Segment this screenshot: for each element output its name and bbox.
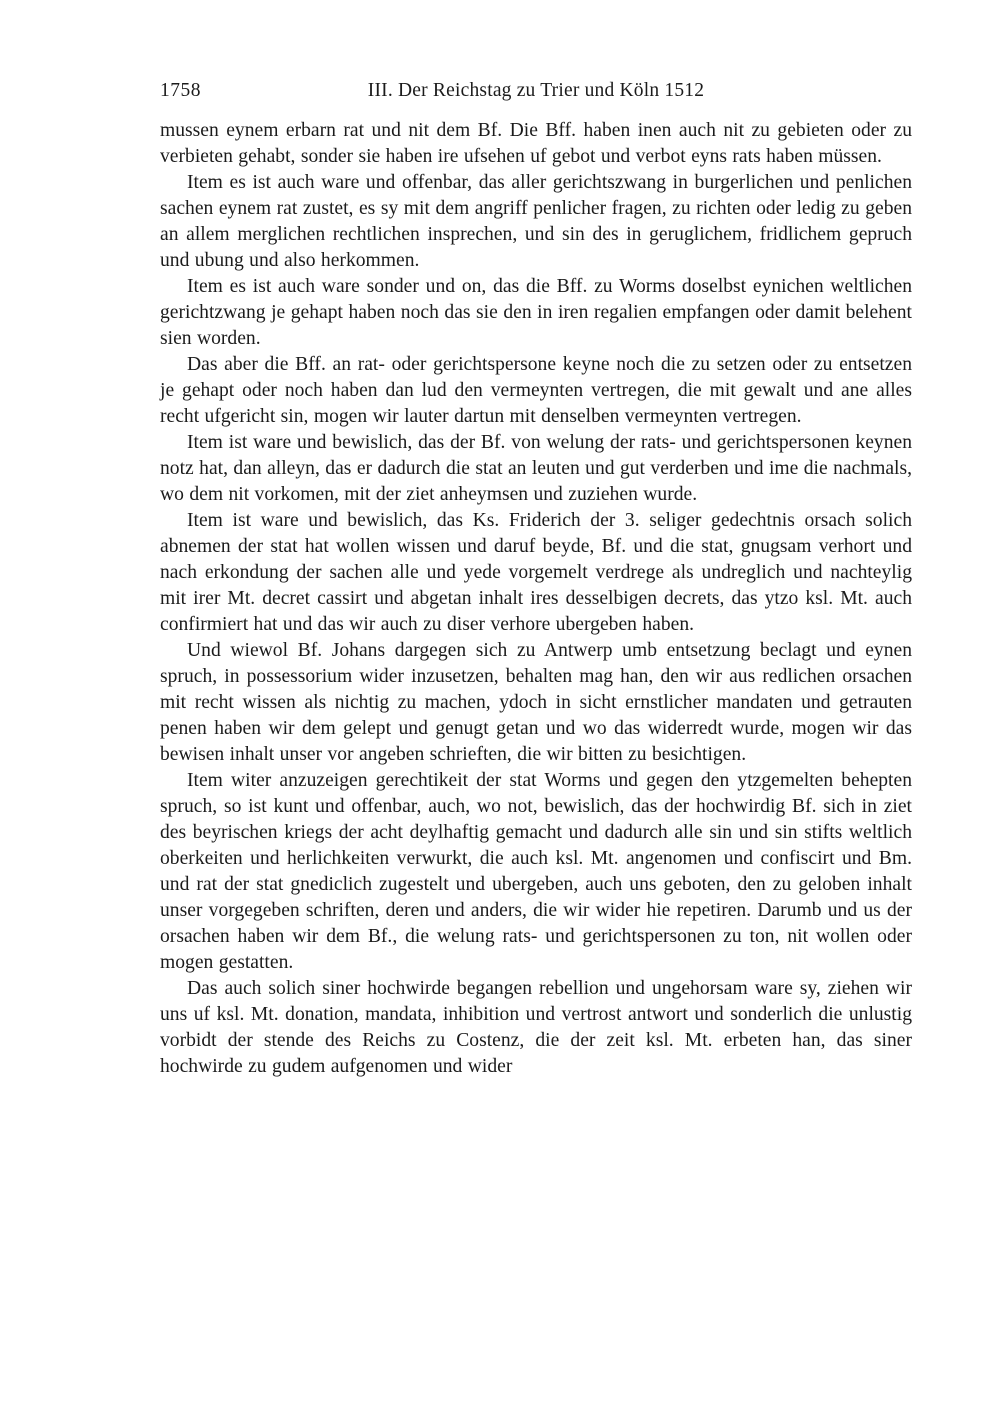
running-title: III. Der Reichstag zu Trier und Köln 1512 [367, 80, 705, 101]
paragraph: mussen eynem erbarn rat und nit dem Bf. Die Bff. haben inen auch nit zu gebieten oder zu verbieten gehabt, sonder sie haben ire ufsehen uf gebot und verbot eyns rats haben müssen. [160, 120, 912, 167]
paragraph: Item es ist auch ware und offenbar, das aller gerichtszwang in burgerlichen und penlichen sachen eynem rat zustet, es sy mit dem angriff penlicher fragen, zu richten oder ledig zu geben an allem merglichen rechtlichen insprechen, und sin des in geruglichem, fridlichem gepruch und ubung und also herkommen. [160, 172, 912, 271]
text-block [160, 78, 912, 1080]
paragraph: Und wiewol Bf. Johans dargegen sich zu Antwerp umb entsetzung beclagt und eynen spruch, in possessorium wider inzusetzen, behalten mag han, den wir aus redlichen orsachen mit recht wissen als nichtig zu machen, ydoch in sicht ernstlicher mandaten und getrauten penen haben wir dem gelept und genugt getan und wo das widerredt wurde, mogen wir das bewisen inhalt unser vor angeben schrieften, die wir bitten zu besichtigen. [160, 640, 912, 765]
page-number: 1758 [160, 80, 201, 101]
paragraph: Item witer anzuzeigen gerechtikeit der stat Worms und gegen den ytzgemelten behepten spruch, so ist kunt und offenbar, auch, wo not, bewislich, das der hochwirdig Bf. sich in ziet des beyrischen kriegs der acht deylhaftig gemacht und dadurch alle sin und sin stifts weltlich oberkeiten und herlichkeiten verwurkt, die auch ksl. Mt. angenomen und confiscirt und Bm. und rat der stat gnediclich zugestelt und ubergeben, auch uns geboten, den zu geloben inhalt unser vorgegeben schriften, deren und anders, die wir wider hie repetiren. Darumb und us der orsachen haben wir dem Bf., die welung rats- und gerichtspersonen zu ton, nit wollen oder mogen gestatten. [160, 770, 912, 973]
paragraph: Das aber die Bff. an rat- oder gerichtspersone keyne noch die zu setzen oder zu entsetzen je gehapt oder noch haben dan lud den vermeynten vertregen, die mit gewalt und ane alles recht ufgericht sin, mogen wir lauter dartun mit denselben vermeynten vertregen. [160, 354, 912, 427]
paragraph: Item ist ware und bewislich, das Ks. Friderich der 3. seliger gedechtnis orsach solich abnemen der stat hat wollen wissen und daruf beyde, Bf. und die stat, gnugsam verhort und nach erkondung der sachen alle und yede vorgemelt verdrege als undreglich und nachteylig mit irer Mt. decret cassirt und abgetan inhalt ires desselbigen decrets, das ytzo ksl. Mt. auch confirmiert hat und das wir auch zu diser verhore ubergeben haben. [160, 510, 912, 635]
page-header [160, 78, 912, 104]
body-text [160, 118, 912, 1080]
paragraph: Item es ist auch ware sonder und on, das die Bff. zu Worms doselbst eynichen weltlichen gerichtzwang je gehapt haben noch das sie den in iren regalien empfangen oder damit belehent sien worden. [160, 276, 912, 349]
paragraph: Das auch solich siner hochwirde begangen rebellion und ungehorsam ware sy, ziehen wir uns uf ksl. Mt. donation, mandata, inhibition und vertrost antwort und sonderlich die unlustig vorbidt der stende des Reichs zu Costenz, die der zeit ksl. Mt. erbeten han, das siner hochwirde zu gudem aufgenomen und wider [160, 978, 912, 1077]
paragraph: Item ist ware und bewislich, das der Bf. von welung der rats- und gerichtspersonen keynen notz hat, dan alleyn, das er dadurch die stat an leuten und gut verderben und ime die nachmals, wo dem nit vorkomen, mit der ziet anheymsen und zuziehen wurde. [160, 432, 912, 505]
